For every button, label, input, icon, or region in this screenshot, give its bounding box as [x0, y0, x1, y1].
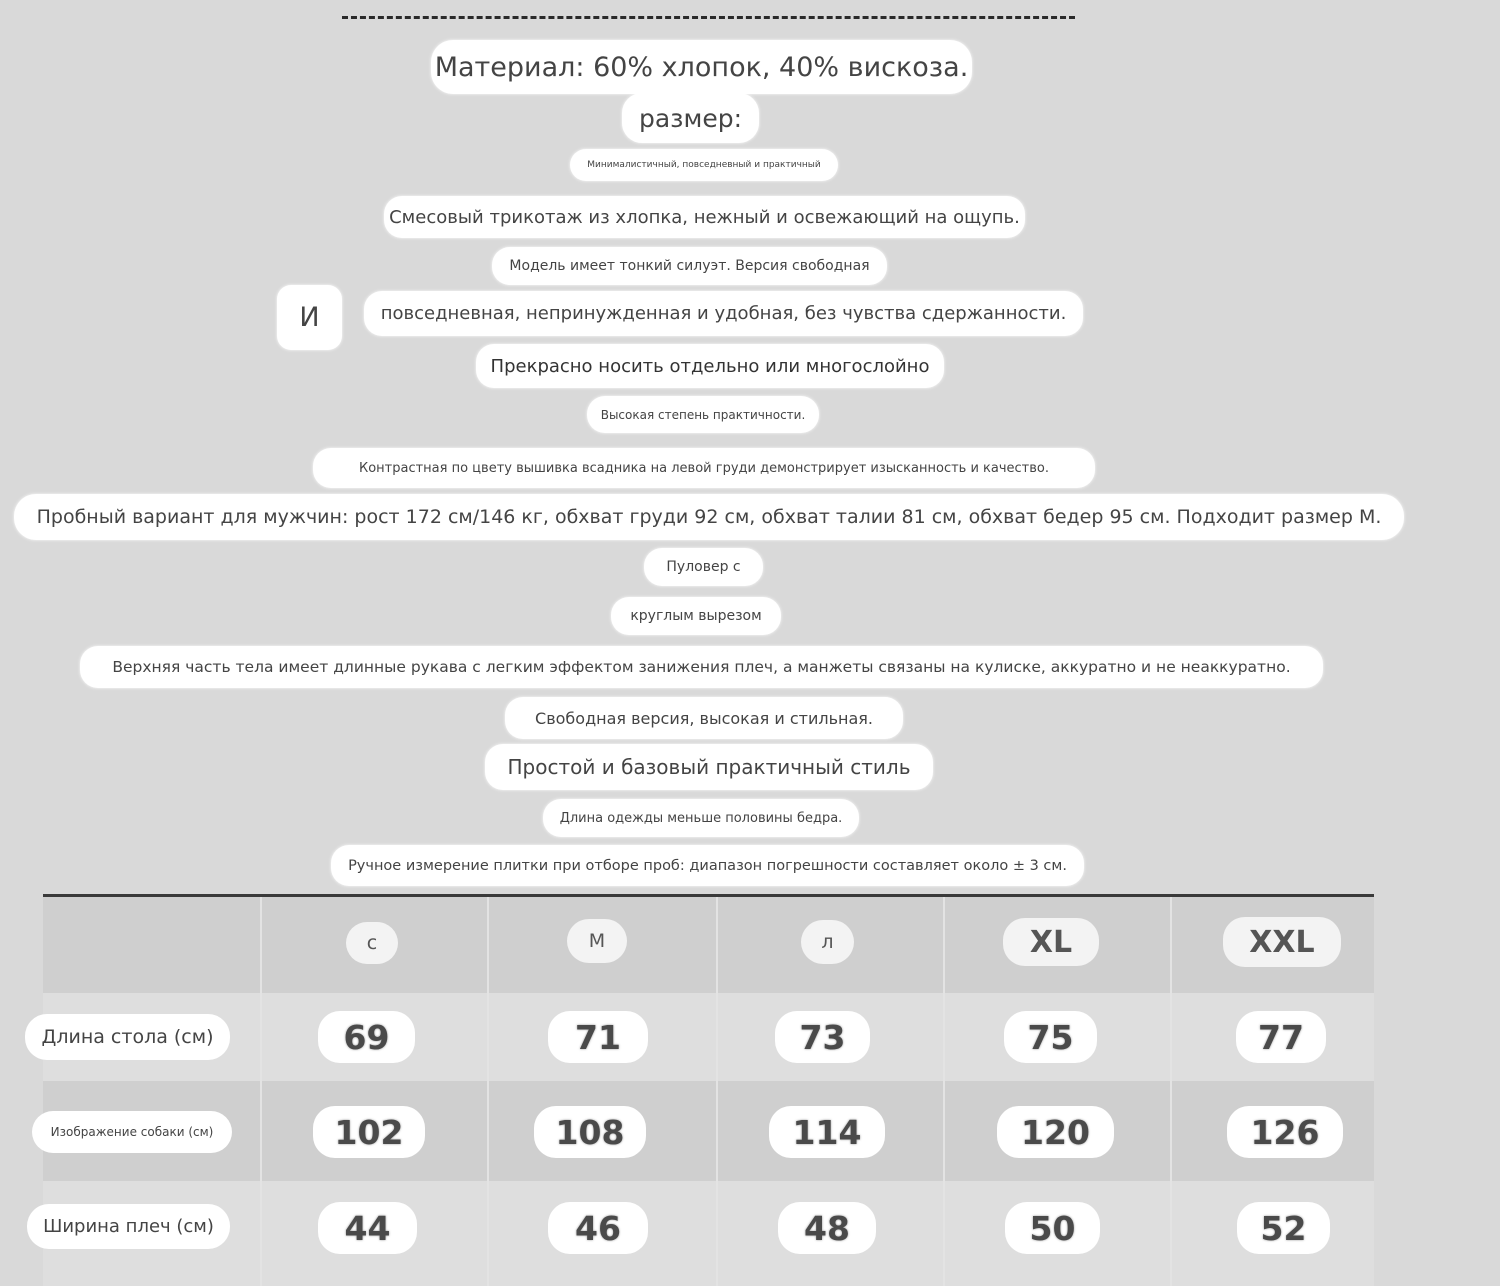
value-cell: 102 — [313, 1106, 425, 1158]
tagline-text: Минималистичный, повседневный и практичный — [570, 149, 838, 181]
value-cell: 114 — [769, 1106, 885, 1158]
value-cell: 50 — [1005, 1202, 1100, 1254]
casual-text: повседневная, непринужденная и удобная, без чувства сдержанности. — [364, 291, 1083, 336]
size-header-l: л — [801, 920, 854, 964]
trial-fit-text: Пробный вариант для мужчин: рост 172 см/146 кг, обхват груди 92 см, обхват талии 81 см, обхват бедер 95 см. Подходит размер M. — [14, 494, 1404, 540]
size-header-m: М — [567, 919, 627, 963]
size-chart-divider — [260, 897, 262, 1286]
practical-text: Высокая степень практичности. — [587, 396, 819, 433]
size-header-xl: XL — [1003, 918, 1099, 966]
size-chart-divider — [716, 897, 718, 1286]
size-chart — [43, 894, 1374, 1286]
row-label-chest: Изображение собаки (см) — [32, 1111, 232, 1153]
neck-text: круглым вырезом — [611, 597, 781, 635]
size-chart-row-band — [43, 1181, 1374, 1286]
value-cell: 73 — [775, 1011, 870, 1063]
value-cell: 44 — [318, 1202, 417, 1254]
material-label: Материал: 60% хлопок, 40% вискоза. — [431, 40, 972, 94]
garment-length-text: Длина одежды меньше половины бедра. — [543, 799, 859, 837]
measurement-note-text: Ручное измерение плитки при отборе проб: диапазон погрешности составляет около ± 3 см. — [331, 845, 1084, 886]
basic-style-text: Простой и базовый практичный стиль — [485, 744, 933, 790]
size-chart-divider — [1170, 897, 1172, 1286]
size-chart-divider — [943, 897, 945, 1286]
value-cell: 75 — [1004, 1011, 1097, 1063]
embroidery-text: Контрастная по цвету вышивка всадника на левой груди демонстрирует изысканность и качество. — [313, 448, 1095, 488]
row-label-length: Длина стола (см) — [25, 1014, 230, 1060]
value-cell: 71 — [548, 1011, 648, 1063]
row-label-shoulder: Ширина плеч (см) — [27, 1204, 230, 1249]
size-header-s: с — [346, 922, 398, 964]
dashed-divider — [342, 16, 1075, 19]
layering-text: Прекрасно носить отдельно или многослойно — [476, 344, 944, 388]
size-header-xxl: XXL — [1223, 917, 1341, 967]
value-cell: 69 — [318, 1011, 415, 1063]
fabric-text: Смесовый трикотаж из хлопка, нежный и освежающий на ощупь. — [384, 196, 1025, 238]
sleeves-text: Верхняя часть тела имеет длинные рукава с легким эффектом занижения плеч, а манжеты связаны на кулиске, аккуратно и не неаккуратно. — [80, 646, 1323, 688]
size-chart-divider — [487, 897, 489, 1286]
pullover-text: Пуловер с — [644, 548, 763, 586]
size-heading: размер: — [622, 93, 759, 143]
size-chart-header-band — [43, 897, 1374, 993]
and-text: И — [277, 285, 342, 350]
value-cell: 77 — [1236, 1011, 1326, 1063]
value-cell: 120 — [997, 1106, 1114, 1158]
size-chart-row-band — [43, 993, 1374, 1081]
size-chart-row-band — [43, 1081, 1374, 1181]
value-cell: 126 — [1227, 1106, 1343, 1158]
value-cell: 108 — [534, 1106, 646, 1158]
model-text: Модель имеет тонкий силуэт. Версия свободная — [492, 247, 887, 285]
size-chart-top-rule — [43, 894, 1374, 897]
value-cell: 52 — [1237, 1202, 1330, 1254]
value-cell: 46 — [548, 1202, 648, 1254]
value-cell: 48 — [778, 1202, 876, 1254]
loose-fit-text: Свободная версия, высокая и стильная. — [505, 697, 903, 739]
